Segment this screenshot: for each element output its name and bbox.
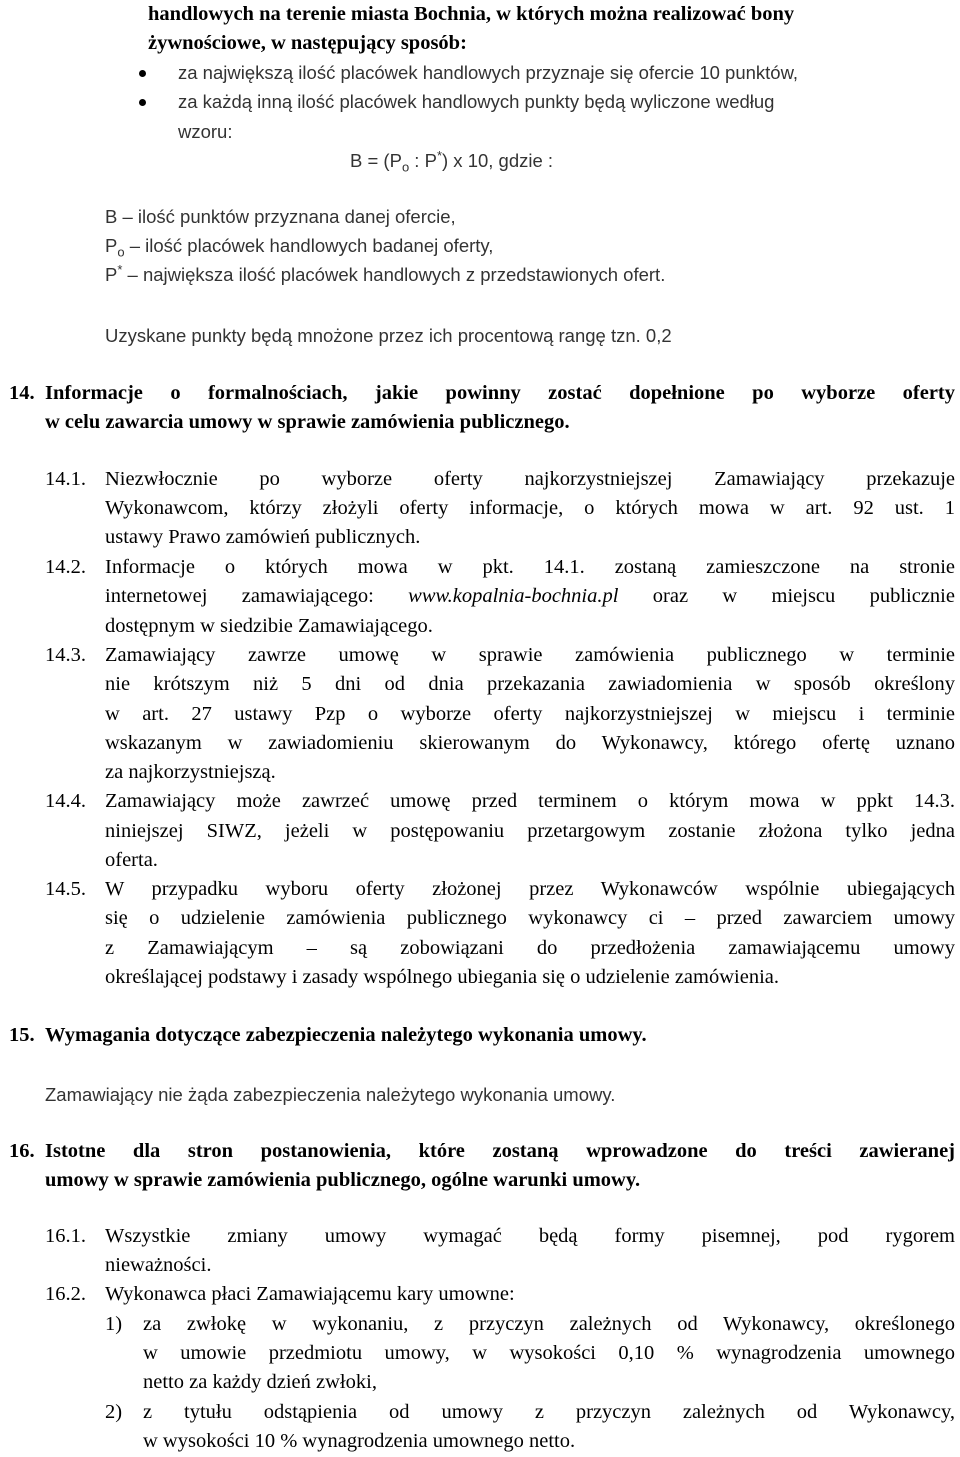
formula: $B = (P_o$ : P*) x 10, gdzie :	[350, 147, 554, 175]
item-14-5-number: 14.5.	[45, 878, 86, 900]
section-14-number: 14.	[9, 382, 35, 404]
section-16-title-cont: umowy w sprawie zamówienia publicznego, ogólne warunki umowy.	[45, 1169, 641, 1191]
bullet-item-2-cont: wzoru:	[178, 121, 233, 142]
legend-po: $P_o$ – ilość placówek handlowych badanej oferty,	[105, 235, 494, 260]
section-15-title: Wymagania dotyczące zabezpieczenia należytego wykonania umowy.	[45, 1024, 647, 1046]
item-16-1-line: Wszystkie zmiany umowy wymagać będą formy pisemnej, pod rygorem	[105, 1225, 955, 1247]
item-14-4-line: niniejszej SIWZ, jeżeli w postępowaniu przetargowym zostanie złożona tylko jedna	[105, 820, 955, 842]
item-16-1-line: nieważności.	[105, 1254, 212, 1276]
item-14-3-line: za najkorzystniejszą.	[105, 761, 276, 783]
item-14-4-line: oferta.	[105, 849, 158, 871]
bullet-icon	[139, 99, 146, 106]
item-14-1-number: 14.1.	[45, 468, 86, 490]
penalty-2-number: 2)	[105, 1401, 123, 1423]
item-14-5-line: się o udzielenie zamówienia publicznego wykonawcy ci – przed zawarciem umowy	[105, 907, 955, 929]
website-link[interactable]: www.kopalnia-bochnia.pl	[408, 585, 619, 607]
item-14-4-line: Zamawiający może zawrzeć umowę przed terminem o którym mowa w ppkt 14.3.	[105, 790, 955, 812]
intro-line-2: żywnościowe, w następujący sposób:	[148, 32, 467, 54]
intro-line-1: handlowych na terenie miasta Bochnia, w których można realizować bony	[148, 3, 795, 25]
section-16-number: 16.	[9, 1140, 35, 1162]
bullet-icon	[139, 70, 146, 77]
penalty-2-line: z tytułu odstąpienia od umowy z przyczyn zależnych od Wykonawcy,	[143, 1401, 955, 1423]
bullet-item-2: za każdą inną ilość placówek handlowych punkty będą wyliczone według	[178, 91, 775, 112]
bullet-item-1: za największą ilość placówek handlowych przyznaje się ofercie 10 punktów,	[178, 62, 799, 83]
item-16-2-number: 16.2.	[45, 1283, 86, 1305]
item-14-1-line: Niezwłocznie po wyborze oferty najkorzystniejszej Zamawiający przekazuje	[105, 468, 955, 490]
item-14-1-line: ustawy Prawo zamówień publicznych.	[105, 526, 421, 548]
item-14-3-line: Zamawiający zawrze umowę w sprawie zamówienia publicznego w terminie	[105, 644, 955, 666]
multiplier-note: Uzyskane punkty będą mnożone przez ich procentową rangę tzn. 0,2	[105, 325, 672, 346]
item-14-2-line-with-link: internetowej zamawiającego: www.kopalnia-bochnia.pl oraz w miejscu publicznie	[105, 585, 955, 607]
item-14-5-line: z Zamawiającym – są zobowiązani do przedłożenia zamawiającemu umowy	[105, 937, 955, 959]
legend-b: B – ilość punktów przyznana danej ofercie,	[105, 206, 456, 227]
item-14-5-line: określającej podstawy i zasady wspólnego ubiegania się o udzielenie zamówienia.	[105, 966, 779, 988]
item-14-3-line: w art. 27 ustawy Pzp o wyborze oferty najkorzystniejszej w miejscu i terminie	[105, 703, 955, 725]
legend-pstar: P* – największa ilość placówek handlowych z przedstawionych ofert.	[105, 261, 666, 285]
penalty-2-line: w wysokości 10 % wynagrodzenia umownego netto.	[143, 1430, 576, 1452]
item-14-5-line: W przypadku wyboru oferty złożonej przez Wykonawców wspólnie ubiegających	[105, 878, 955, 900]
item-14-1-line: Wykonawcom, którzy złożyli oferty informacje, o których mowa w art. 92 ust. 1	[105, 497, 955, 519]
penalty-1-line: w umowie przedmiotu umowy, w wysokości 0,10 % wynagrodzenia umownego	[143, 1342, 955, 1364]
item-14-3-line: wskazanym w zawiadomieniu skierowanym do Wykonawcy, którego ofertę uznano	[105, 732, 955, 754]
penalty-1-line: netto za każdy dzień zwłoki,	[143, 1371, 377, 1393]
item-14-2-line: dostępnym w siedzibie Zamawiającego.	[105, 615, 433, 637]
item-16-1-number: 16.1.	[45, 1225, 86, 1247]
section-16-title: Istotne dla stron postanowienia, które zostaną wprowadzone do treści zawieranej	[45, 1140, 955, 1162]
section-15-number: 15.	[9, 1024, 35, 1046]
section-15-body: Zamawiający nie żąda zabezpieczenia należytego wykonania umowy.	[45, 1084, 616, 1105]
item-14-2-line: Informacje o których mowa w pkt. 14.1. zostaną zamieszczone na stronie	[105, 556, 955, 578]
section-14-title-cont: w celu zawarcia umowy w sprawie zamówienia publicznego.	[45, 411, 570, 433]
section-14-title: Informacje o formalnościach, jakie powinny zostać dopełnione po wyborze oferty	[45, 382, 955, 404]
item-14-4-number: 14.4.	[45, 790, 86, 812]
penalty-1-number: 1)	[105, 1313, 123, 1335]
item-16-2-line: Wykonawca płaci Zamawiającemu kary umowne:	[105, 1283, 515, 1305]
penalty-1-line: za zwłokę w wykonaniu, z przyczyn zależnych od Wykonawcy, określonego	[143, 1313, 955, 1335]
item-14-2-number: 14.2.	[45, 556, 86, 578]
item-14-3-line: nie krótszym niż 5 dni od dnia przekazania zawiadomienia w sposób określony	[105, 673, 955, 695]
item-14-3-number: 14.3.	[45, 644, 86, 666]
